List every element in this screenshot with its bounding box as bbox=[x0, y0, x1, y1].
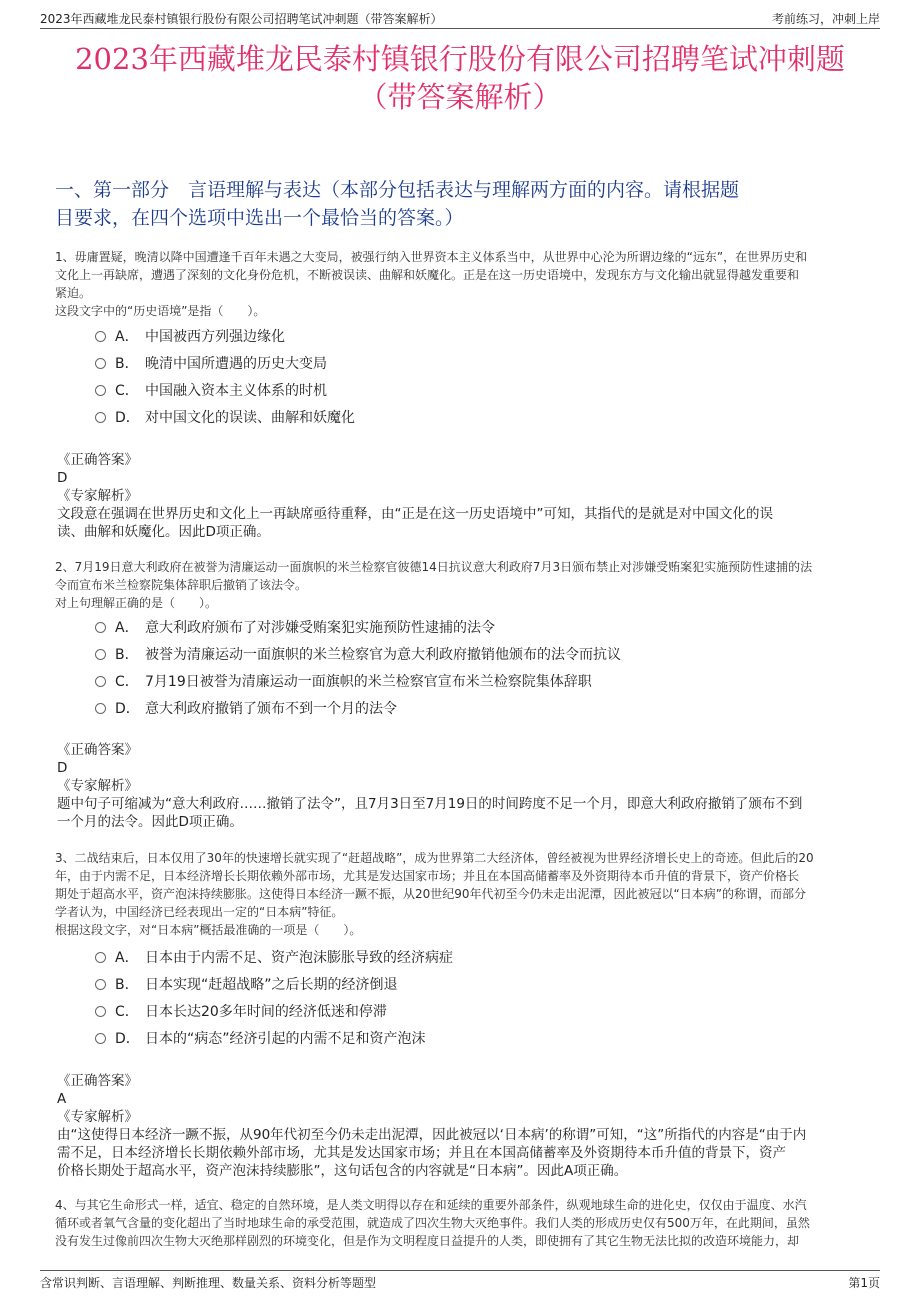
option-letter: B． bbox=[115, 647, 139, 663]
title-line-1: 2023年西藏堆龙民泰村镇银行股份有限公司招聘笔试冲刺题 bbox=[75, 42, 845, 76]
question-3-options bbox=[95, 947, 453, 1055]
question-2-answer-block bbox=[57, 741, 875, 831]
option-letter: A． bbox=[115, 620, 139, 636]
question-1-answer-block bbox=[57, 451, 875, 541]
section-heading bbox=[55, 176, 870, 232]
analysis-label: 《专家解析》 bbox=[57, 1109, 138, 1125]
stem-line: 4、与其它生命形式一样，适宜、稳定的自然环境，是人类文明得以存在和延续的重要外部条件，纵观地球生命的进化史，仅仅由于温度、水汽 bbox=[55, 1198, 807, 1212]
option-letter: D． bbox=[115, 410, 140, 426]
analysis-line: 价格长期处于超高水平，资产泡沫持续膨胀”，这句话包含的内容就是“日本病”。因此A项正确。 bbox=[57, 1163, 628, 1179]
stem-line: 文化上一再缺席，遭遇了深刻的文化身份危机，不断被误读、曲解和妖魔化。正是在这一历史语境中，发现东方与文化输出就显得越发重要和 bbox=[55, 268, 800, 282]
stem-line: 这段文字中的“历史语境”是指（ ）。 bbox=[55, 304, 266, 318]
option-text: 对中国文化的误读、曲解和妖魔化 bbox=[145, 410, 355, 426]
section-line-1: 一、第一部分 言语理解与表达（本部分包括表达与理解两方面的内容。请根据题 bbox=[55, 179, 740, 201]
stem-line: 学者认为，中国经济已经表现出一定的“日本病”特征。 bbox=[55, 905, 344, 919]
option-c[interactable] bbox=[95, 671, 621, 698]
option-letter: B． bbox=[115, 356, 139, 372]
option-text: 中国融入资本主义体系的时机 bbox=[145, 383, 327, 399]
option-d[interactable] bbox=[95, 407, 355, 434]
option-a[interactable] bbox=[95, 947, 453, 974]
radio-icon[interactable] bbox=[95, 1006, 106, 1017]
analysis-line: 文段意在强调在世界历史和文化上一再缺席亟待重释，由“正是在这一历史语境中”可知，其指代的是就是对中国文化的误 bbox=[57, 506, 773, 522]
option-a[interactable] bbox=[95, 617, 621, 644]
correct-answer: A bbox=[57, 1091, 67, 1107]
option-letter: D． bbox=[115, 1031, 140, 1047]
option-letter: D． bbox=[115, 701, 140, 717]
question-1-stem bbox=[55, 248, 870, 320]
option-text: 7月19日被誉为清廉运动一面旗帜的米兰检察官宣布米兰检察院集体辞职 bbox=[145, 674, 592, 690]
correct-answer: D bbox=[57, 760, 68, 776]
analysis-line: 由“这使得日本经济一蹶不振，从90年代初至今仍未走出泥潭，因此被冠以‘日本病’的称谓”可知，“这”所指代的内容是“由于内 bbox=[57, 1127, 807, 1143]
question-3-stem bbox=[55, 849, 870, 939]
correct-answer: D bbox=[57, 470, 68, 486]
option-text: 日本的“病态”经济引起的内需不足和资产泡沫 bbox=[145, 1031, 426, 1047]
radio-icon[interactable] bbox=[95, 676, 106, 687]
option-text: 中国被西方列强边缘化 bbox=[145, 329, 285, 345]
stem-line: 2、7月19日意大利政府在被誉为清廉运动一面旗帜的米兰检察官彼德14日抗议意大利政府7月3日颁布禁止对涉嫌受贿案犯实施预防性逮捕的法 bbox=[55, 560, 813, 574]
radio-icon[interactable] bbox=[95, 952, 106, 963]
option-text: 被誉为清廉运动一面旗帜的米兰检察官为意大利政府撤销他颁布的法令而抗议 bbox=[145, 647, 621, 663]
option-letter: A． bbox=[115, 329, 139, 345]
option-b[interactable] bbox=[95, 974, 453, 1001]
option-text: 意大利政府撤销了颁布不到一个月的法令 bbox=[145, 701, 397, 717]
option-c[interactable] bbox=[95, 1001, 453, 1028]
footer-topics: 含常识判断、言语理解、判断推理、数量关系、资料分析等题型 bbox=[40, 1276, 377, 1290]
option-text: 日本由于内需不足、资产泡沫膨胀导致的经济病症 bbox=[145, 950, 453, 966]
analysis-line: 需不足，日本经济增长长期依赖外部市场，尤其是发达国家市场；并且在本国高储蓄率及外资期待本币升值的背景下，资产 bbox=[57, 1145, 786, 1161]
stem-line: 1、毋庸置疑，晚清以降中国遭逢千百年未遇之大变局，被强行纳入世界资本主义体系当中，从世界中心沦为所谓边缘的“远东”，在世界历史和 bbox=[55, 250, 808, 264]
question-2-options bbox=[95, 617, 621, 725]
option-letter: C． bbox=[115, 674, 139, 690]
title-line-2: （带答案解析） bbox=[358, 80, 562, 114]
option-text: 晚清中国所遭遇的历史大变局 bbox=[145, 356, 327, 372]
section-line-2: 目要求，在四个选项中选出一个最恰当的答案。） bbox=[55, 207, 464, 229]
answer-label: 《正确答案》 bbox=[57, 742, 138, 758]
analysis-label: 《专家解析》 bbox=[57, 488, 138, 504]
radio-icon[interactable] bbox=[95, 979, 106, 990]
stem-line: 对上句理解正确的是（ ）。 bbox=[55, 596, 218, 610]
radio-icon[interactable] bbox=[95, 649, 106, 660]
page-footer bbox=[40, 1270, 880, 1291]
option-letter: C． bbox=[115, 383, 139, 399]
option-letter: C． bbox=[115, 1004, 139, 1020]
question-3-answer-block bbox=[57, 1072, 875, 1180]
stem-line: 令而宣布米兰检察院集体辞职后撤销了该法令。 bbox=[55, 578, 308, 592]
analysis-label: 《专家解析》 bbox=[57, 778, 138, 794]
stem-line: 根据这段文字，对“日本病”概括最准确的一项是（ ）。 bbox=[55, 923, 362, 937]
option-c[interactable] bbox=[95, 380, 355, 407]
option-b[interactable] bbox=[95, 353, 355, 380]
radio-icon[interactable] bbox=[95, 358, 106, 369]
stem-line: 期处于超高水平，资产泡沫持续膨胀。这使得日本经济一蹶不振，从20世纪90年代初至今仍未走出泥潭，因此被冠以“日本病”的称谓，而部分 bbox=[55, 887, 806, 901]
analysis-line: 题中句子可缩减为“意大利政府……撤销了法令”，且7月3日至7月19日的时间跨度不足一个月，即意大利政府撤销了颁布不到 bbox=[57, 796, 803, 812]
page-header bbox=[40, 10, 880, 29]
radio-icon[interactable] bbox=[95, 703, 106, 714]
page-number: 第1页 bbox=[848, 1276, 880, 1290]
header-doc-title: 2023年西藏堆龙民泰村镇银行股份有限公司招聘笔试冲刺题（带答案解析） bbox=[40, 12, 443, 26]
option-text: 日本长达20多年时间的经济低迷和停滞 bbox=[145, 1004, 387, 1020]
stem-line: 紧迫。 bbox=[55, 286, 92, 300]
option-letter: A． bbox=[115, 950, 139, 966]
radio-icon[interactable] bbox=[95, 1033, 106, 1044]
answer-label: 《正确答案》 bbox=[57, 1073, 138, 1089]
stem-line: 年，由于内需不足，日本经济增长长期依赖外部市场，尤其是发达国家市场；并且在本国高储蓄率及外资期待本币升值的背景下，资产价格长 bbox=[55, 869, 800, 883]
answer-label: 《正确答案》 bbox=[57, 452, 138, 468]
question-2-stem bbox=[55, 558, 870, 612]
option-d[interactable] bbox=[95, 1028, 453, 1055]
option-b[interactable] bbox=[95, 644, 621, 671]
radio-icon[interactable] bbox=[95, 385, 106, 396]
analysis-line: 一个月的法令。因此D项正确。 bbox=[57, 814, 243, 830]
option-d[interactable] bbox=[95, 698, 621, 725]
option-a[interactable] bbox=[95, 326, 355, 353]
option-text: 日本实现“赶超战略”之后长期的经济倒退 bbox=[145, 977, 398, 993]
option-letter: B． bbox=[115, 977, 139, 993]
radio-icon[interactable] bbox=[95, 331, 106, 342]
stem-line: 3、二战结束后，日本仅用了30年的快速增长就实现了“赶超战略”，成为世界第二大经济体，曾经被视为世界经济增长史上的奇迹。但此后的20 bbox=[55, 851, 814, 865]
radio-icon[interactable] bbox=[95, 412, 106, 423]
stem-line: 循环或者氧气含量的变化超出了当时地球生命的承受范围，就造成了四次生物大灭绝事件。我们人类的形成历史仅有500万年，在此期间，虽然 bbox=[55, 1216, 810, 1230]
header-slogan: 考前练习，冲刺上岸 bbox=[771, 12, 880, 26]
radio-icon[interactable] bbox=[95, 622, 106, 633]
question-4-stem bbox=[55, 1196, 870, 1250]
question-1-options bbox=[95, 326, 355, 434]
option-text: 意大利政府颁布了对涉嫌受贿案犯实施预防性逮捕的法令 bbox=[145, 620, 495, 636]
analysis-line: 读、曲解和妖魔化。因此D项正确。 bbox=[57, 524, 270, 540]
stem-line: 没有发生过像前四次生物大灭绝那样剧烈的环境变化，但是作为文明程度日益提升的人类，即使拥有了其它生物无法比拟的改造环境能力，却 bbox=[55, 1234, 800, 1248]
document-title bbox=[40, 40, 880, 116]
